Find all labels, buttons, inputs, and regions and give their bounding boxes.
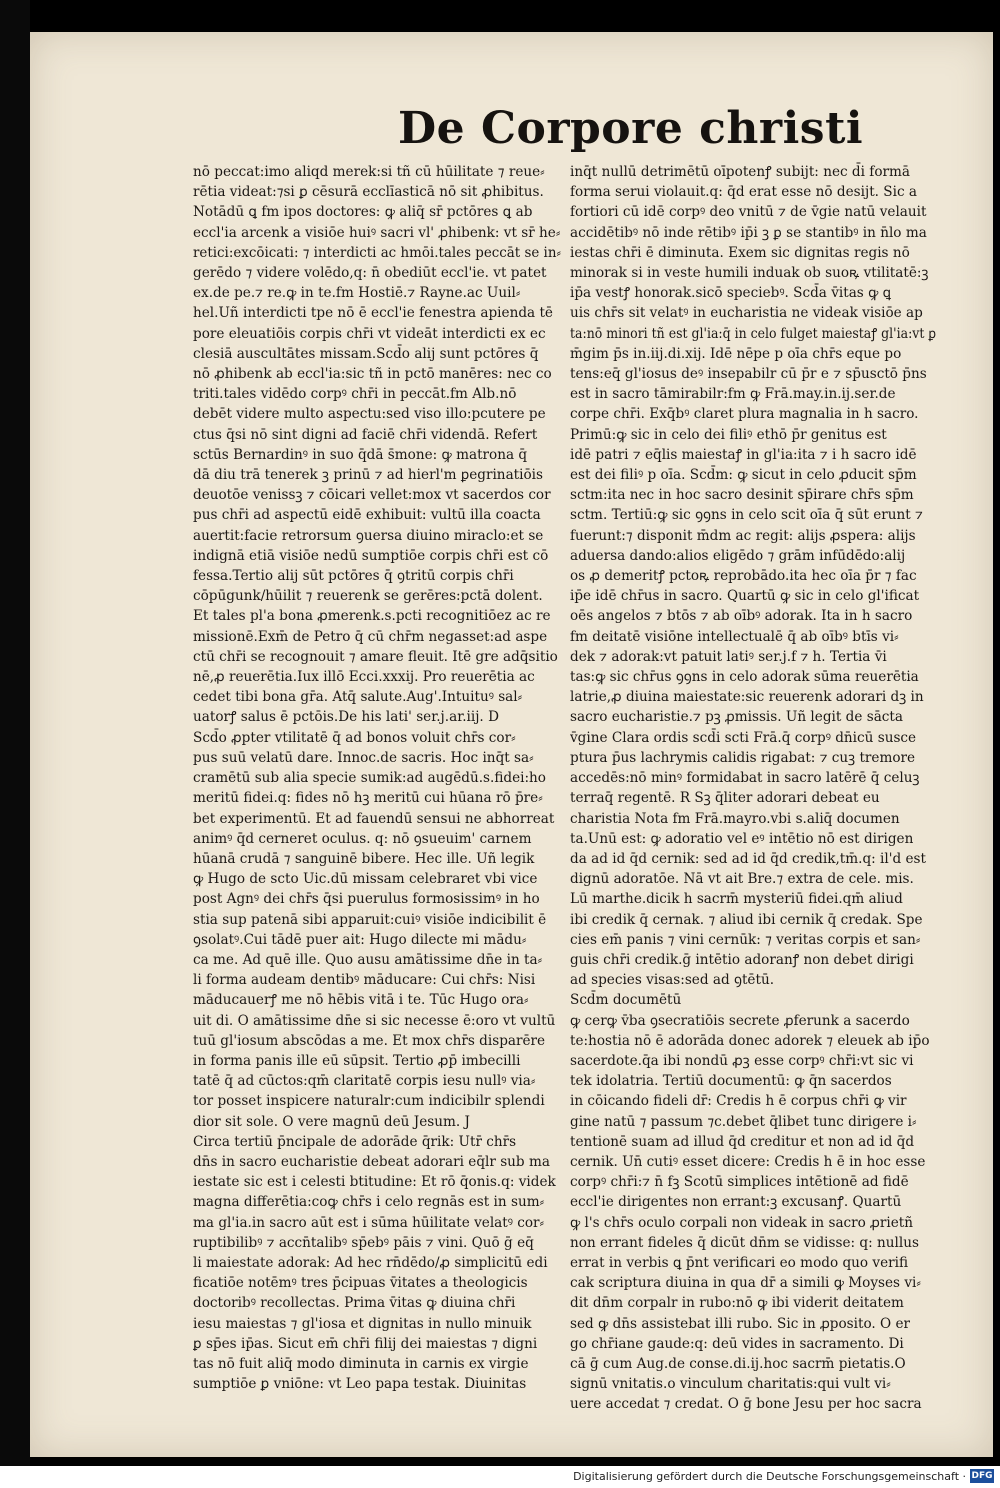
text-line: cernik. Un̄ cutiꝰ esset dicere: Credis h ē in hoc esse: [570, 1153, 926, 1170]
text-line: cies em̄ panis ⁊ vini cernūk: ⁊ veritas corpis et san⸗: [570, 931, 921, 948]
text-line: ad species visas:sed ad ꝯtētū.: [570, 972, 775, 989]
text-line: fortiori cū idē corpꝰ deo vnitū ⁊ de v̄gie natū velauit: [570, 204, 927, 221]
text-line: pus chr̄i ad aspectū eidē exhibuit: vultū illa coacta: [193, 507, 541, 524]
text-line: uatorꝭ salus ē pctōis.De his lati' ser.j.ar.iij. D: [193, 709, 499, 726]
footer-credit: Digitalisierung gefördert durch die Deutsche Forschungsgemeinschaft ·: [573, 1470, 966, 1483]
text-line: sacerdote.q̄a ibi nondū ꝓꝫ esse corpꝰ chr̄i:vt sic vi: [570, 1052, 914, 1069]
text-line: ptura p̄us lachrymis calidis rigabat: ⁊ cuꝫ tremore: [570, 749, 916, 766]
text-line: auertit:facie retrorsum ꝯuersa diuino miraclo:et se: [193, 527, 544, 544]
text-line: guis chr̄i credik.ḡ intētio adoranꝭ non debet dirigi: [570, 951, 914, 968]
text-line: clesiā auscultātes missam.Scd̄o alij sunt pctōres q̄: [193, 345, 539, 362]
text-line: ruptibilibꝰ ⁊ accn̄talibꝰ sp̄ebꝰ pāis ⁊ vini. Quō ḡ eq̄: [193, 1234, 534, 1251]
text-line: dit dn̄m corpalr in rubo:nō ꝙ ibi viderit deitatem: [570, 1295, 904, 1312]
text-line: sed ꝙ dn̄s assistebat illi rubo. Sic in ꝓposito. O er: [570, 1315, 911, 1332]
text-line: est in sacro tāmirabilr:fm ꝙ Frā.may.in.ij.ser.de: [570, 386, 896, 403]
text-line: rētia videat:⁊si ꝑ cēsurā ecclīasticā nō sit ꝓhibitus.: [193, 184, 544, 201]
text-line: bet experimentū. Et ad fauendū sensui ne abhorreat: [193, 810, 555, 827]
text-line: cak scriptura diuina in qua dr̄ a simili ꝙ Moyses vi⸗: [570, 1275, 921, 1292]
text-line: gerēdo ⁊ videre volēdo,q: n̄ obediūt eccl'ie. vt patet: [193, 265, 547, 282]
text-line: oēs angelos ⁊ btōs ⁊ ab oībꝰ adorak. Ita in h sacro: [570, 608, 913, 625]
text-line: non errant fideles q̄ dicūt dn̄m se vidisse: q: nullus: [570, 1234, 919, 1251]
text-line: li forma audeam dentibꝰ māducare: Cui chr̄s: Nisi: [193, 972, 536, 989]
text-line: pus suū velatū dare. Innoc.de sacris. Hoc inq̄t sa⸗: [193, 749, 534, 766]
text-line: corpꝰ chr̄i:⁊ n̄ fꝫ Scotū simplices intētionē ad fidē: [570, 1174, 909, 1191]
text-line: sctm:ita nec in hoc sacro desinit sp̄irare chr̄s sp̄m: [570, 487, 914, 504]
text-line: in forma panis ille eū sūpsit. Tertio ꝓp̄ imbecilli: [193, 1052, 521, 1069]
text-line: tuū gl'iosum abscōdas a me. Et mox chr̄s disparēre: [193, 1032, 546, 1049]
text-line: Notādū ꝗ fm ipos doctores: ꝙ aliq̄ sr̄ pctōres ꝗ ab: [193, 204, 533, 221]
text-line: tor posset inspicere naturalr:cum indicibilr splendi: [193, 1093, 545, 1110]
text-line: tas nō fuit aliq̄ modo diminuta in carnis ex virgie: [193, 1355, 529, 1372]
text-line: errat in verbis ꝗ p̄nt verificari eo modo quo verifi: [570, 1254, 909, 1271]
text-line: dignū adoratōe. Nā vt ait Bre.⁊ extra de cele. mis.: [570, 871, 914, 888]
text-line: in cōicando fideli dr̄: Credis h ē corpus chr̄i ꝙ vir: [570, 1093, 907, 1110]
page-heading: De Corpore christi: [398, 103, 864, 154]
text-line: tentionē suam ad illud q̄d creditur et non ad id q̄d: [570, 1133, 915, 1150]
text-line: nō peccat:imo aliqd merek:si tñ cū hūilitate ⁊ reue⸗: [193, 164, 545, 180]
text-line: ta:nō minori tñ est gl'ia:q̄ in celo fulget maiestaꝭ gl'ia:vt ꝑ: [570, 325, 936, 342]
text-line: os ꝓ demeritꝭ pctoꝶ reprobādo.ita hec oīa p̄r ⁊ fac: [570, 568, 917, 585]
text-line: forma serui violauit.q: q̄d erat esse nō desijt. Sic a: [570, 184, 917, 201]
text-line: pore eleuatiōis corpis chr̄i vt videāt interdicti ex ec: [193, 325, 546, 342]
text-line: Lū marthe.dicik h sacrm̄ mysteriū fidei.qm̄ aliud: [570, 891, 903, 908]
text-line: fm deitatē visiōne intellectualē q̄ ab oībꝰ btīs vi⸗: [570, 628, 899, 645]
text-line: Circa tertiū p̄ncipale de adorāde q̄rik: Utr̄ chr̄s: [193, 1133, 517, 1150]
text-line: eccl'ie dirigentes non errant:ꝫ excusanꝭ. Quartū: [570, 1194, 902, 1211]
text-line: te:hostia nō ē adorāda donec adorek ⁊ eleuek ab ip̄o: [570, 1032, 930, 1049]
text-line: accidētibꝰ nō inde rētibꝰ ip̄i ꝫ ꝑ se stantibꝰ in n̄lo ma: [570, 224, 927, 241]
text-line: ctū chr̄i se recognouit ⁊ amare fleuit. Itē gre adq̄sitio: [193, 648, 558, 665]
text-line: sacro eucharistie.⁊ pꝫ ꝓmissis. Uñ legit de sācta: [570, 709, 903, 726]
text-line: corpe chr̄i. Exq̄bꝰ claret plura magnalia in h sacro.: [570, 406, 919, 423]
text-line: charistia Nota fm Frā.mayro.vbi s.aliq̄ documen: [570, 810, 900, 827]
text-line: v̄gine Clara ordis scd̄i scti Frā.q̄ corpꝰ dn̄icū susce: [570, 729, 917, 746]
text-line: Scd̄m documētū: [570, 992, 682, 1009]
text-line: tens:eq̄ gl'iosus deꝰ insepabilr cū p̄r e ⁊ sp̄usctō p̄ns: [570, 366, 927, 383]
text-line: tek idolatria. Tertiū documentū: ꝙ q̄n sacerdos: [570, 1073, 892, 1090]
text-line: ip̄e idē chr̄us in sacro. Quartū ꝙ sic in celo gl'ificat: [570, 588, 920, 605]
text-line: retici:excōicati: ⁊ interdicti ac hmōi.tales peccāt se in⸗: [193, 244, 561, 261]
text-line: meritū fidei.q: fides nō hꝫ meritū cui hūana rō p̄re⸗: [193, 790, 543, 807]
text-line: hel.Uñ interdicti tpe nō ē eccl'ie fenestra apienda tē: [193, 305, 553, 322]
text-line: ibi credik q̄ cernak. ⁊ aliud ibi cernik q̄ credak. Spe: [570, 911, 923, 928]
text-line: cōpūgunk/hūilit ⁊ reuerenk se gerēres:pctā dolent.: [193, 588, 543, 605]
text-line: Scd̄o ꝓpter vtilitatē q̄ ad bonos voluit chr̄s cor⸗: [193, 729, 516, 746]
text-line: deuotōe venissꝫ ⁊ cōicari vellet:mox vt sacerdos cor: [193, 487, 551, 504]
text-line: magna differētia:coꝙ chr̄s i celo regnās est in sum⸗: [193, 1194, 545, 1211]
text-line: cramētū sub alia specie sumik:ad augēdū.s.fidei:ho: [193, 770, 546, 787]
text-line: eccl'ia arcenk a visiōe huiꝰ sacri vl' ꝓhibenk: vt sr̄ he⸗: [193, 224, 561, 241]
text-line: māducauerꝭ me nō hēbis vitā i te. Tūc Hugo ora⸗: [193, 992, 529, 1009]
text-line: uis chr̄s sit velatꝰ in eucharistia ne videak visiōe ap: [570, 305, 923, 322]
text-line: doctoribꝰ recollectas. Prima v̄itas ꝙ diuina chr̄i: [193, 1295, 516, 1312]
text-line: cā ḡ cum Aug.de conse.di.ij.hoc sacrm̄ pietatis.O: [570, 1355, 906, 1372]
text-line: aduersa dando:alios eligēdo ⁊ grām infūdēdo:alij: [570, 547, 906, 564]
text-line: fuerunt:⁊ disponit m̄dm ac regit: alijs ꝓspera: alijs: [570, 527, 916, 544]
text-line: dek ⁊ adorak:vt patuit latiꝰ ser.j.f ⁊ h. Tertia v̄i: [570, 648, 887, 665]
text-line: animꝰ q̄d cerneret oculus. q: nō ꝯsueuim' carnem: [193, 830, 532, 847]
text-line: go chr̄iane gaude:q: deū vides in sacramento. Di: [570, 1335, 904, 1352]
text-line: debēt videre multo aspectu:sed viso illo:pcutere pe: [193, 406, 546, 423]
text-line: ex.de pe.⁊ re.ꝙ in te.fm Hostiē.⁊ Rayne.ac Uuil⸗: [193, 285, 521, 302]
text-line: uere accedat ⁊ credat. O ḡ bone Jesu per hoc sacra: [570, 1396, 922, 1413]
text-line: nē,ꝓ reuerētia.Iux illō Ecci.xxxij. Pro reuerētia ac: [193, 669, 535, 686]
dfg-logo: DFG: [971, 1471, 993, 1481]
text-line: stia sup patenā sibi apparuit:cuiꝰ visiōe indicibilit ē: [193, 911, 547, 928]
text-line: tas:ꝙ sic chr̄us ꝯꝯns in celo adorak sūma reuerētia: [570, 669, 919, 686]
text-line: dā diu trā tenerek ꝫ prinū ⁊ ad hierl'm ꝑegrinatiōis: [193, 467, 543, 484]
text-line: ma gl'ia.in sacro aūt est i sūma hūilitate velatꝰ cor⸗: [193, 1214, 545, 1231]
text-column-right: [570, 162, 936, 1415]
text-line: accedēs:nō minꝰ formidabat in sacro latērē q̄ celuꝫ: [570, 770, 920, 787]
text-line: sumptiōe ꝑ vniōne: vt Leo papa testak. Diuinitas: [193, 1376, 527, 1393]
text-line: li maiestate adorak: Ad hec rn̄dēdo/ꝓ simplicitū edi: [193, 1254, 548, 1271]
scan-left-edge: [0, 0, 30, 1488]
text-line: ꝑ sp̄es ip̄as. Sicut em̄ chr̄i filij dei maiestas ⁊ digni: [193, 1335, 538, 1352]
text-line: ꝯsolatꝰ.Cui tādē puer ait: Hugo dilecte mi mādu⸗: [193, 931, 527, 948]
text-line: fessa.Tertio alij sūt pctōres q̄ ꝯtritū corpis chr̄i: [193, 568, 514, 585]
text-line: nō ꝓhibenk ab eccl'ia:sic tñ in pctō manēres: nec co: [193, 366, 552, 383]
text-line: missionē.Exm̄ de Petro q̄ cū chr̄m negasset:ad aspe: [193, 628, 548, 645]
text-line: tatē q̄ ad cūctos:qm̄ claritatē corpis iesu nullꝰ via⸗: [193, 1073, 536, 1090]
text-line: ꝙ l's chr̄s oculo corpali non videak in sacro ꝓrietñ: [570, 1214, 913, 1231]
text-line: ꝙ Hugo de scto Uic.dū missam celebraret vbi vice: [193, 871, 538, 888]
text-line: ta.Unū est: ꝙ adoratio vel eꝰ intētio nō est dirigen: [570, 830, 914, 847]
text-line: triti.tales vidēdo corpꝰ chr̄i in peccāt.fm Alb.nō: [193, 386, 517, 403]
text-line: ꝙ cerꝙ v̄ba ꝯsecratiōis secrete ꝓferunk a sacerdo: [570, 1012, 910, 1029]
text-line: inq̄t nullū detrimētū oīpotenꝭ subijt: nec d̄i formā: [570, 164, 911, 180]
text-line: signū vnitatis.o vinculum charitatis:qui vult vi⸗: [570, 1376, 891, 1393]
text-line: minorak si in veste humili induak ob suoꝶ vtilitatē:ꝫ: [570, 265, 929, 282]
text-line: terraq̄ regentē. R Sꝫ q̄liter adorari debeat eu: [570, 790, 880, 807]
text-line: cedet tibi bona gr̄a. Atq̄ salute.Aug'.Intuituꝰ sal⸗: [193, 689, 523, 706]
text-line: sctūs Bernardinꝰ in suo q̄dā s̄mone: ꝙ matrona q̄: [193, 446, 528, 463]
text-line: ip̄a vestꝭ honorak.sicō speciebꝰ. Scd̄a v̄itas ꝙ ꝗ: [570, 285, 891, 302]
text-line: iestate sic est i celesti btitudine: Et rō q̄onis.q: videk: [193, 1174, 556, 1191]
text-line: uit di. O amātissime dn̄e si sic necesse ē:oro vt vultū: [193, 1012, 556, 1029]
text-line: ficatiōe notēmꝰ tres p̄cipuas v̄itates a theologicis: [193, 1275, 528, 1292]
text-line: sctm. Tertiū:ꝙ sic ꝯꝯns in celo scit oīa q̄ sūt erunt ⁊: [570, 507, 923, 524]
text-line: ca me. Ad quē ille. Quo ausu amātissime dn̄e in ta⸗: [193, 951, 543, 968]
text-line: latrie,ꝓ diuina maiestate:sic reuerenk adorari dꝫ in: [570, 689, 924, 706]
text-line: dn̄s in sacro eucharistie debeat adorari eq̄lr sub ma: [193, 1153, 550, 1170]
text-line: hūanā crudā ⁊ sanguinē bibere. Hec ille. Uñ legik: [193, 850, 535, 867]
text-line: m̄gim p̄s in.iij.di.xij. Idē nēpe p oīa chr̄s eque po: [570, 345, 902, 362]
text-line: indignā etiā visiōe nedū sumptiōe corpis chr̄i est cō: [193, 547, 549, 564]
text-line: gine natū ⁊ passum ⁊c.debet q̄libet tunc dirigere i⸗: [570, 1113, 917, 1130]
text-line: iestas chr̄i ē diminuta. Exem sic dignitas regis nō: [570, 244, 910, 261]
text-line: da ad id q̄d cernik: sed ad id q̄d credik,tm̄.q: il'd est: [570, 850, 926, 867]
text-line: post Agnꝰ dei chr̄s q̄si puerulus formosissimꝰ in ho: [193, 891, 540, 908]
text-line: iesu maiestas ⁊ gl'iosa et dignitas in nullo minuik: [193, 1315, 532, 1332]
text-line: idē patri ⁊ eq̄lis maiestaꝭ in gl'ia:ita ⁊ i h sacro idē: [570, 446, 917, 463]
text-line: dior sit sole. O vere magnū deū Jesum. J: [193, 1113, 470, 1130]
text-line: Et tales pl'a bona ꝓmerenk.s.pcti recognitiōez ac re: [193, 608, 551, 625]
text-column-left: [193, 162, 561, 1394]
text-line: Primū:ꝙ sic in celo dei filiꝰ ethō p̄r genitus est: [570, 426, 887, 443]
text-line: ctus q̄si nō sint digni ad faciē chr̄i videndā. Refert: [193, 426, 538, 443]
text-line: est dei filiꝰ p oīa. Scd̄m: ꝙ sicut in celo ꝓducit sp̄m: [570, 467, 917, 484]
